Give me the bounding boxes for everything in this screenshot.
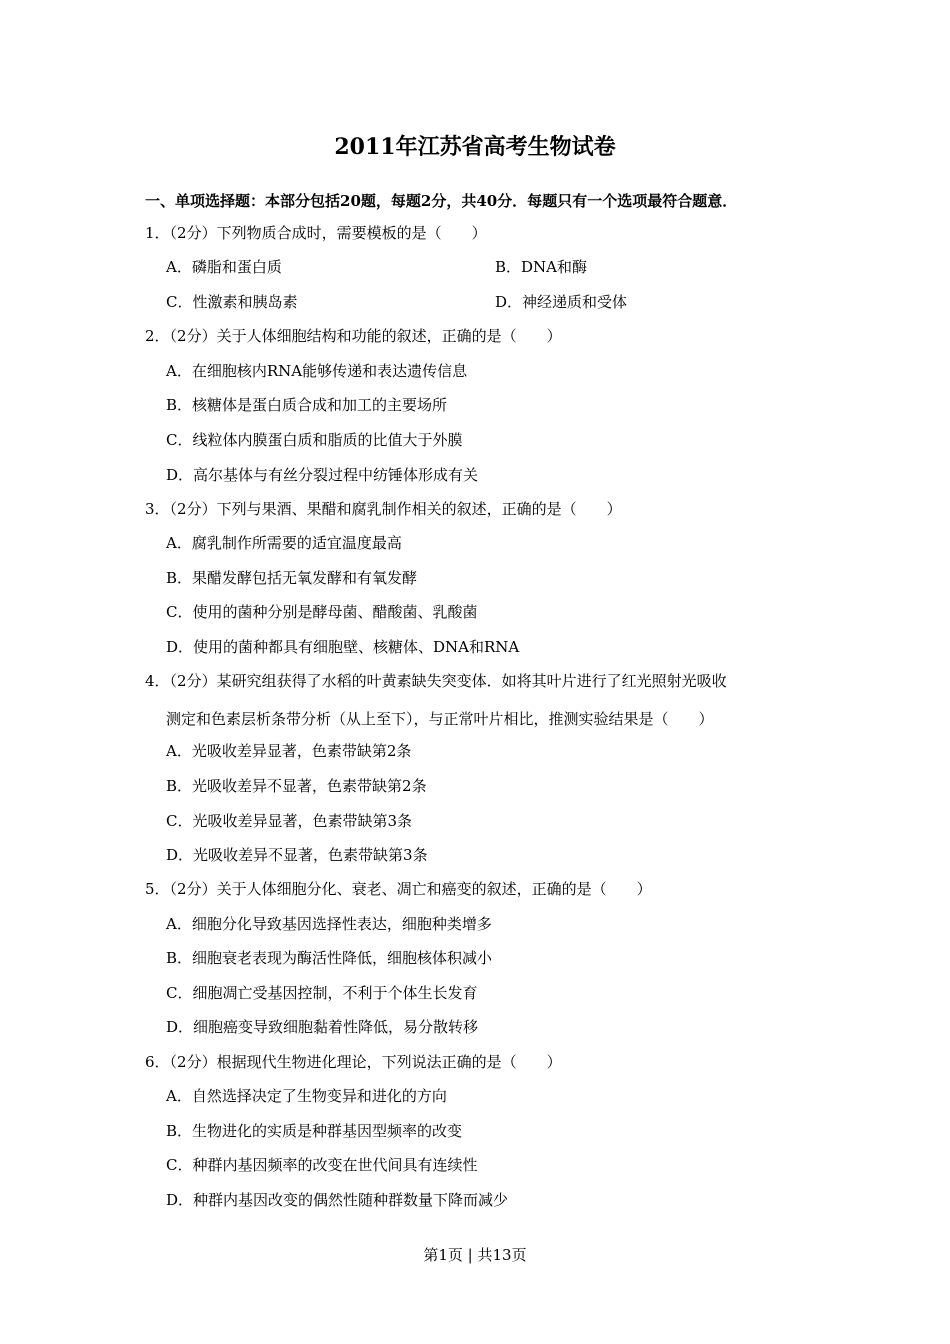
question-5-option-a: A．细胞分化导致基因选择性表达，细胞种类增多 bbox=[166, 915, 492, 933]
question-4-option-d: D．光吸收差异不显著，色素带缺第3条 bbox=[166, 846, 428, 864]
question-2-option-d: D．高尔基体与有丝分裂过程中纺锤体形成有关 bbox=[166, 466, 479, 484]
question-4-stem: 4．（2分）某研究组获得了水稻的叶黄素缺失突变体．如将其叶片进行了红光照射光吸收 bbox=[145, 672, 727, 690]
question-4-option-a: A．光吸收差异显著，色素带缺第2条 bbox=[166, 742, 412, 760]
section-heading: 一、单项选择题：本部分包括20题，每题2分，共40分．每题只有一个选项最符合题意． bbox=[145, 192, 738, 210]
question-1-stem: 1．（2分）下列物质合成时，需要模板的是（ ） bbox=[145, 224, 487, 242]
question-2-option-c: C．线粒体内膜蛋白质和脂质的比值大于外膜 bbox=[166, 431, 463, 449]
page-footer: 第1页 | 共13页 bbox=[423, 1246, 527, 1264]
question-4-option-b: B．光吸收差异不显著，色素带缺第2条 bbox=[166, 777, 427, 795]
question-5-option-c: C．细胞凋亡受基因控制，不利于个体生长发育 bbox=[166, 984, 478, 1002]
question-1-option-a: A．磷脂和蛋白质 bbox=[166, 258, 282, 276]
question-2-stem: 2．（2分）关于人体细胞结构和功能的叙述，正确的是（ ） bbox=[145, 327, 562, 345]
question-3-option-c: C．使用的菌种分别是酵母菌、醋酸菌、乳酸菌 bbox=[166, 603, 478, 621]
question-1-option-b: B．DNA和酶 bbox=[495, 258, 588, 276]
question-2-option-a: A．在细胞核内RNA能够传递和表达遗传信息 bbox=[166, 362, 468, 380]
question-4-option-c: C．光吸收差异显著，色素带缺第3条 bbox=[166, 812, 413, 830]
question-1-option-c: C．性激素和胰岛素 bbox=[166, 293, 298, 311]
question-5-option-d: D．细胞癌变导致细胞黏着性降低，易分散转移 bbox=[166, 1018, 479, 1036]
question-6-option-c: C．种群内基因频率的改变在世代间具有连续性 bbox=[166, 1156, 478, 1174]
question-6-option-b: B．生物进化的实质是种群基因型频率的改变 bbox=[166, 1122, 463, 1140]
question-6-option-d: D．种群内基因改变的偶然性随种群数量下降而减少 bbox=[166, 1191, 509, 1209]
question-2-option-b: B．核糖体是蛋白质合成和加工的主要场所 bbox=[166, 396, 448, 414]
question-4-stem-continued: 测定和色素层析条带分析（从上至下），与正常叶片相比，推测实验结果是（ ） bbox=[166, 710, 714, 728]
question-1-option-d: D．神经递质和受体 bbox=[495, 293, 628, 311]
question-6-option-a: A．自然选择决定了生物变异和进化的方向 bbox=[166, 1087, 447, 1105]
question-5-stem: 5．（2分）关于人体细胞分化、衰老、凋亡和癌变的叙述，正确的是（ ） bbox=[145, 880, 652, 898]
question-5-option-b: B．细胞衰老表现为酶活性降低，细胞核体积减小 bbox=[166, 949, 493, 967]
question-6-stem: 6．（2分）根据现代生物进化理论，下列说法正确的是（ ） bbox=[145, 1053, 562, 1071]
question-3-option-b: B．果醋发酵包括无氧发酵和有氧发酵 bbox=[166, 569, 418, 587]
question-3-option-d: D．使用的菌种都具有细胞壁、核糖体、DNA和RNA bbox=[166, 638, 520, 656]
question-3-stem: 3．（2分）下列与果酒、果醋和腐乳制作相关的叙述，正确的是（ ） bbox=[145, 500, 622, 518]
question-3-option-a: A．腐乳制作所需要的适宜温度最高 bbox=[166, 534, 402, 552]
page-title: 2011年江苏省高考生物试卷 bbox=[334, 134, 616, 160]
